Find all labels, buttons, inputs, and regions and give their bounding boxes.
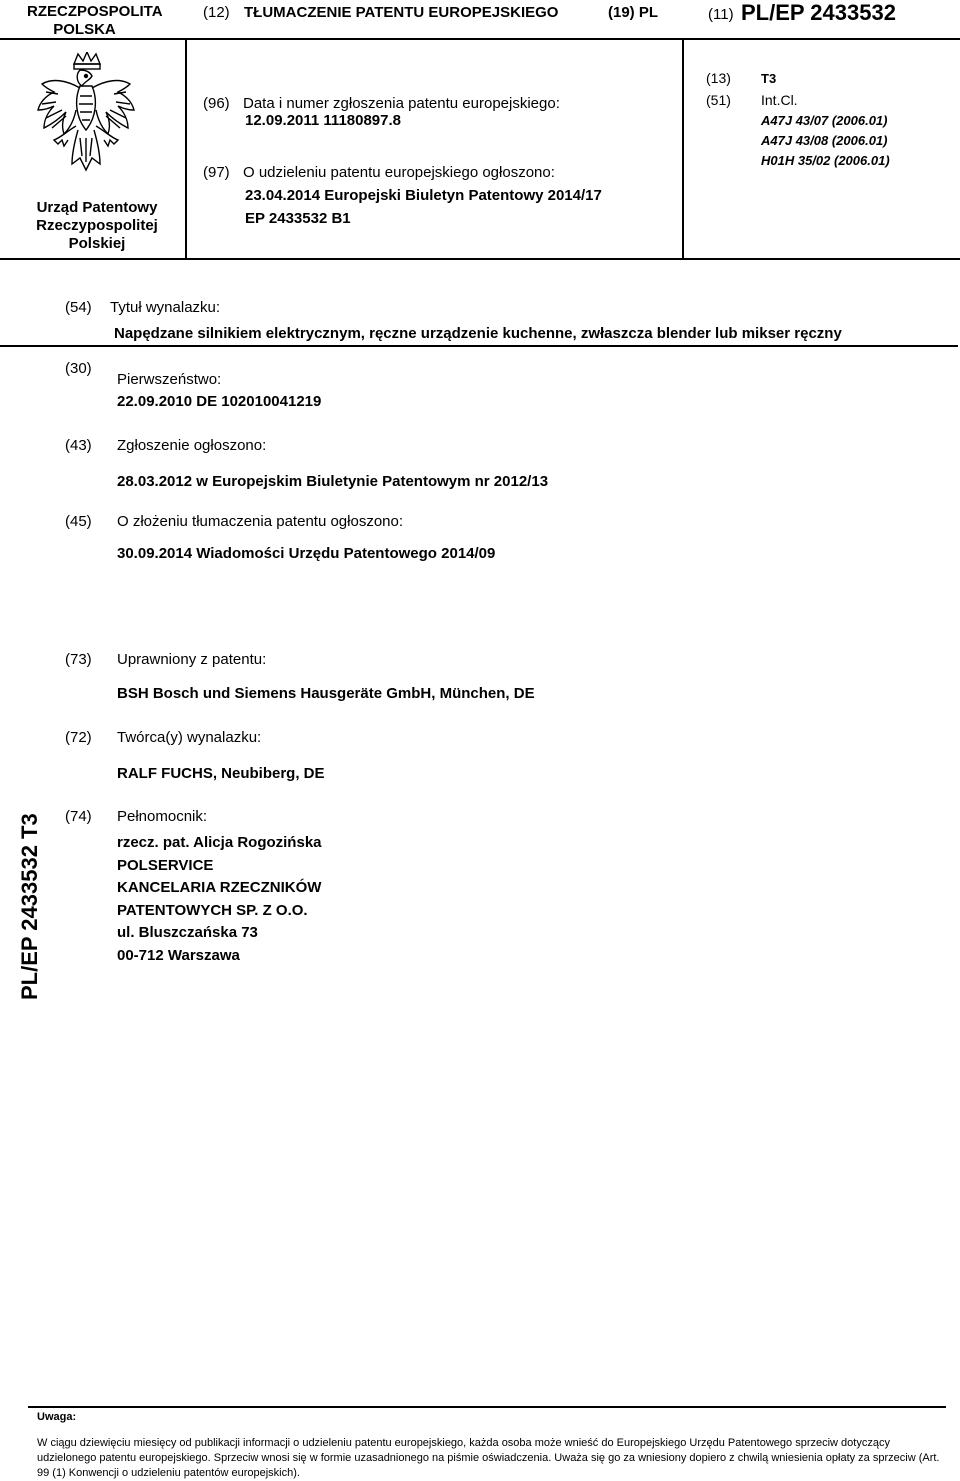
code-30: (30) xyxy=(65,360,92,377)
note-label: Uwaga: xyxy=(37,1411,77,1423)
attorney-label: Pełnomocnik: xyxy=(117,808,208,825)
application-value: 28.03.2012 w Europejskim Biuletynie Patentowym nr 2012/13 xyxy=(117,473,549,490)
office-line-3: Polskiej xyxy=(68,235,126,252)
attorney-line: 00-712 Warszawa xyxy=(117,946,240,964)
code-97: (97) xyxy=(203,164,230,181)
inventor-label: Twórca(y) wynalazku: xyxy=(117,729,262,746)
side-patent-label: PL/EP 2433532 T3 xyxy=(17,813,42,1000)
classification-item: A47J 43/08 (2006.01) xyxy=(761,133,888,148)
code-13: (13) xyxy=(706,70,731,86)
country-line-2: POLSKA xyxy=(53,21,116,38)
filing-value: 12.09.2011 11180897.8 xyxy=(245,112,402,129)
left-column-divider xyxy=(185,38,187,258)
patent-office-name xyxy=(22,199,172,253)
code-45: (45) xyxy=(65,513,92,530)
header-divider xyxy=(0,38,960,40)
owner-label: Uprawniony z patentu: xyxy=(117,651,267,668)
owner-value: BSH Bosch und Siemens Hausgeräte GmbH, München, DE xyxy=(117,685,535,702)
attorney-line: PATENTOWYCH SP. Z O.O. xyxy=(117,901,308,919)
country-line-1: RZECZPOSPOLITA xyxy=(27,3,163,20)
eagle-emblem-icon xyxy=(36,52,138,187)
code-19: (19) PL xyxy=(608,4,659,21)
office-line-2: Rzeczypospolitej xyxy=(36,217,158,234)
patent-number: PL/EP 2433532 xyxy=(741,0,896,25)
attorney-line: ul. Bluszczańska 73 xyxy=(117,924,258,942)
footer-divider xyxy=(28,1406,946,1408)
classification-item: A47J 43/07 (2006.01) xyxy=(761,113,888,128)
document-kind: T3 xyxy=(761,71,777,86)
office-line-1: Urząd Patentowy xyxy=(36,199,158,216)
code-54: (54) xyxy=(65,299,92,316)
invention-title: Napędzane silnikiem elektrycznym, ręczne urządzenie kuchenne, zwłaszcza blender lub mikser ręczny xyxy=(114,325,842,342)
int-cl-label: Int.Cl. xyxy=(761,92,798,108)
code-12: (12) xyxy=(203,4,230,21)
code-74: (74) xyxy=(65,808,92,825)
title-label: Tytuł wynalazku: xyxy=(110,299,221,316)
right-column-divider xyxy=(682,38,684,258)
attorney-line: KANCELARIA RZECZNIKÓW xyxy=(117,879,322,897)
code-43: (43) xyxy=(65,437,92,454)
filing-label: Data i numer zgłoszenia patentu europejskiego: xyxy=(243,95,560,112)
note-text: W ciągu dziewięciu miesięcy od publikacji informacji o udzieleniu patentu europejskiego, każda osoba może wnieść do Europejskiego Urzędu Patentowego sprzeciw dotyczący udzielonego patentu europejskiego. Sprzeciw wnosi się w formie uzasadnionego na piśmie oświadczenia. Uważa się go za wniesiony dopiero z chwilą wniesienia opłaty za sprzeciw (Art. 99 (1) Konwencji o udzieleniu patentów europejskich). xyxy=(37,1437,940,1479)
attorney-line: POLSERVICE xyxy=(117,856,214,874)
country-name xyxy=(27,3,163,39)
code-72: (72) xyxy=(65,729,92,746)
priority-value: 22.09.2010 DE 102010041219 xyxy=(117,393,322,410)
application-label: Zgłoszenie ogłoszono: xyxy=(117,437,267,454)
code-11: (11) xyxy=(708,6,734,23)
attorney-line: rzecz. pat. Alicja Rogozińska xyxy=(117,834,322,851)
classification-item: H01H 35/02 (2006.01) xyxy=(761,153,890,168)
grant-bulletin: 23.04.2014 Europejski Biuletyn Patentowy 2014/17 xyxy=(245,187,602,204)
translation-label: O złożeniu tłumaczenia patentu ogłoszono: xyxy=(117,513,404,530)
document-type: TŁUMACZENIE PATENTU EUROPEJSKIEGO xyxy=(244,4,559,21)
priority-label: Pierwszeństwo: xyxy=(117,371,222,388)
code-96: (96) xyxy=(203,95,230,112)
code-73: (73) xyxy=(65,651,92,668)
section-divider xyxy=(0,258,960,260)
attorney-address xyxy=(117,832,322,968)
title-divider xyxy=(0,345,958,347)
grant-label: O udzieleniu patentu europejskiego ogłoszono: xyxy=(243,164,555,181)
inventor-value: RALF FUCHS, Neubiberg, DE xyxy=(117,765,325,782)
translation-value: 30.09.2014 Wiadomości Urzędu Patentowego 2014/09 xyxy=(117,545,496,562)
grant-publication: EP 2433532 B1 xyxy=(245,210,351,227)
code-51: (51) xyxy=(706,92,731,108)
